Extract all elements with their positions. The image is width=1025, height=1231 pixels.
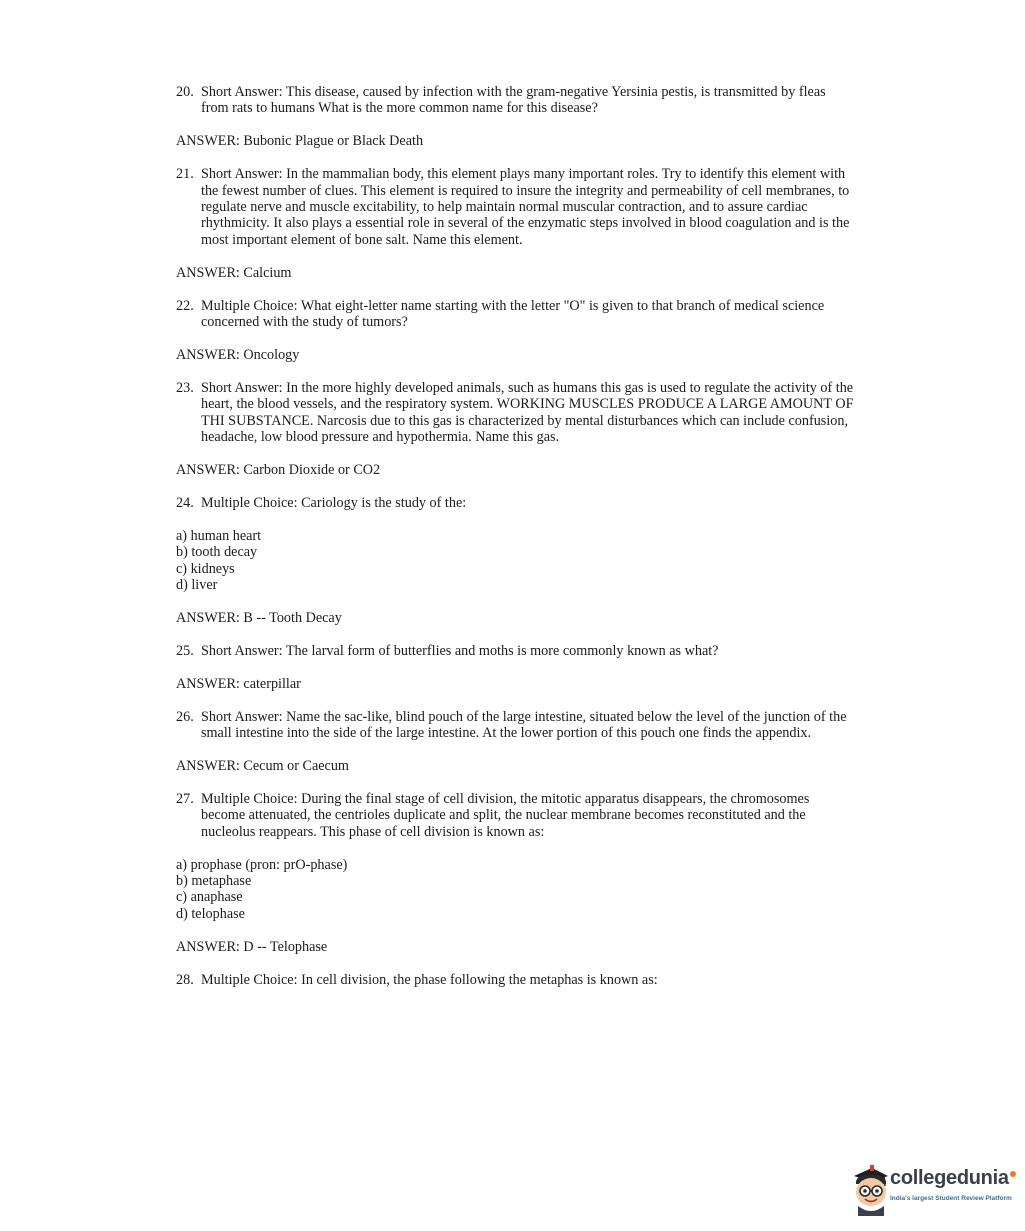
question-21 <box>176 166 856 297</box>
question-text: 21. Short Answer: In the mammalian body, this element plays many important roles. Try to identify this element with the fewest number of clues. This element is required to insure the integrity and permeability of cell membranes, to regulate nerve and muscle excitability, to help maintain normal muscular contraction, and to assure cardiac rhythmicity. It also plays a essential role in several of the enzymatic steps involved in blood coagulation and is the most important element of bone salt. Name this element. <box>176 166 850 248</box>
answer-text: ANSWER: Bubonic Plague or Black Death <box>176 133 424 150</box>
question-text: 26. Short Answer: Name the sac-like, blind pouch of the large intestine, situated below the level of the junction of the small intestine into the side of the large intestine. At the lower portion of this pouch one finds the appendix. <box>176 708 847 742</box>
logo-wordmark: collegedunia <box>890 1167 1009 1189</box>
question-number: 28. <box>176 971 194 988</box>
question-number: 21. <box>176 166 194 183</box>
question-22 <box>176 298 856 380</box>
question-text: 25. Short Answer: The larval form of butterflies and moths is more commonly known as what? <box>176 642 719 659</box>
question-number: 24. <box>176 494 194 511</box>
logo-dot <box>1010 1171 1016 1177</box>
option-c: c) anaphase <box>176 889 243 906</box>
question-text: 23. Short Answer: In the more highly developed animals, such as humans this gas is used to regulate the activity of the heart, the blood vessels, and the respiratory system. WORKING MUSCLES PRODUCE A LARGE AMOUNT OF THI SUBSTANCE. Narcosis due to this gas is characterized by mental disturbances which can include confusion, headache, low blood pressure and hypothermia. Name this gas. <box>176 379 854 446</box>
question-number: 23. <box>176 379 194 396</box>
option-b: b) metaphase <box>176 873 252 889</box>
answer-text: ANSWER: Carbon Dioxide or CO2 <box>176 462 381 478</box>
option-a: a) human heart <box>176 527 262 544</box>
question-23 <box>176 380 856 495</box>
option-c: c) kidneys <box>176 560 235 577</box>
question-24 <box>176 495 856 643</box>
option-b: b) tooth decay <box>176 544 258 561</box>
question-number: 20. <box>176 84 194 100</box>
option-d: d) telophase <box>176 905 245 922</box>
collegedunia-logo[interactable] <box>848 1162 1020 1220</box>
question-text: 24. Multiple Choice: Cariology is the study of the: <box>176 494 467 511</box>
question-20 <box>176 84 856 166</box>
document-page <box>176 84 856 988</box>
question-text: 27. Multiple Choice: During the final stage of cell division, the mitotic apparatus disappears, the chromosomes become attenuated, the centrioles duplicate and split, the nuclear membrane becomes reconstituted and the nucleolus reappears. This phase of cell division is known as: <box>176 790 810 840</box>
question-text: 22. Multiple Choice: What eight-letter name starting with the letter "O" is given to that branch of medical science concerned with the study of tumors? <box>176 297 825 331</box>
question-number: 27. <box>176 790 194 807</box>
answer-text: ANSWER: caterpillar <box>176 675 301 692</box>
student-mascot-icon <box>848 1162 892 1216</box>
question-26 <box>176 709 856 791</box>
answer-text: ANSWER: Calcium <box>176 264 292 281</box>
answer-options <box>176 857 856 923</box>
question-27 <box>176 791 856 972</box>
question-number: 22. <box>176 297 194 314</box>
question-number: 26. <box>176 708 194 725</box>
question-text: 20. Short Answer: This disease, caused by infection with the gram-negative Yersinia pestis, is transmitted by fleas from rats to humans What is the more common name for this disease? <box>176 84 826 117</box>
answer-text: ANSWER: D -- Telophase <box>176 938 328 955</box>
logo-tagline: India's largest Student Review Platform <box>890 1195 1012 1202</box>
question-28 <box>176 972 856 988</box>
question-25 <box>176 643 856 709</box>
answer-options <box>176 528 856 594</box>
option-d: d) liver <box>176 577 218 594</box>
question-text: 28. Multiple Choice: In cell division, the phase following the metaphas is known as: <box>176 971 658 988</box>
answer-text: ANSWER: Oncology <box>176 346 300 363</box>
answer-text: ANSWER: Cecum or Caecum <box>176 757 349 774</box>
question-number: 25. <box>176 642 194 659</box>
answer-text: ANSWER: B -- Tooth Decay <box>176 609 342 626</box>
option-a: a) prophase (pron: prO-phase) <box>176 856 348 873</box>
